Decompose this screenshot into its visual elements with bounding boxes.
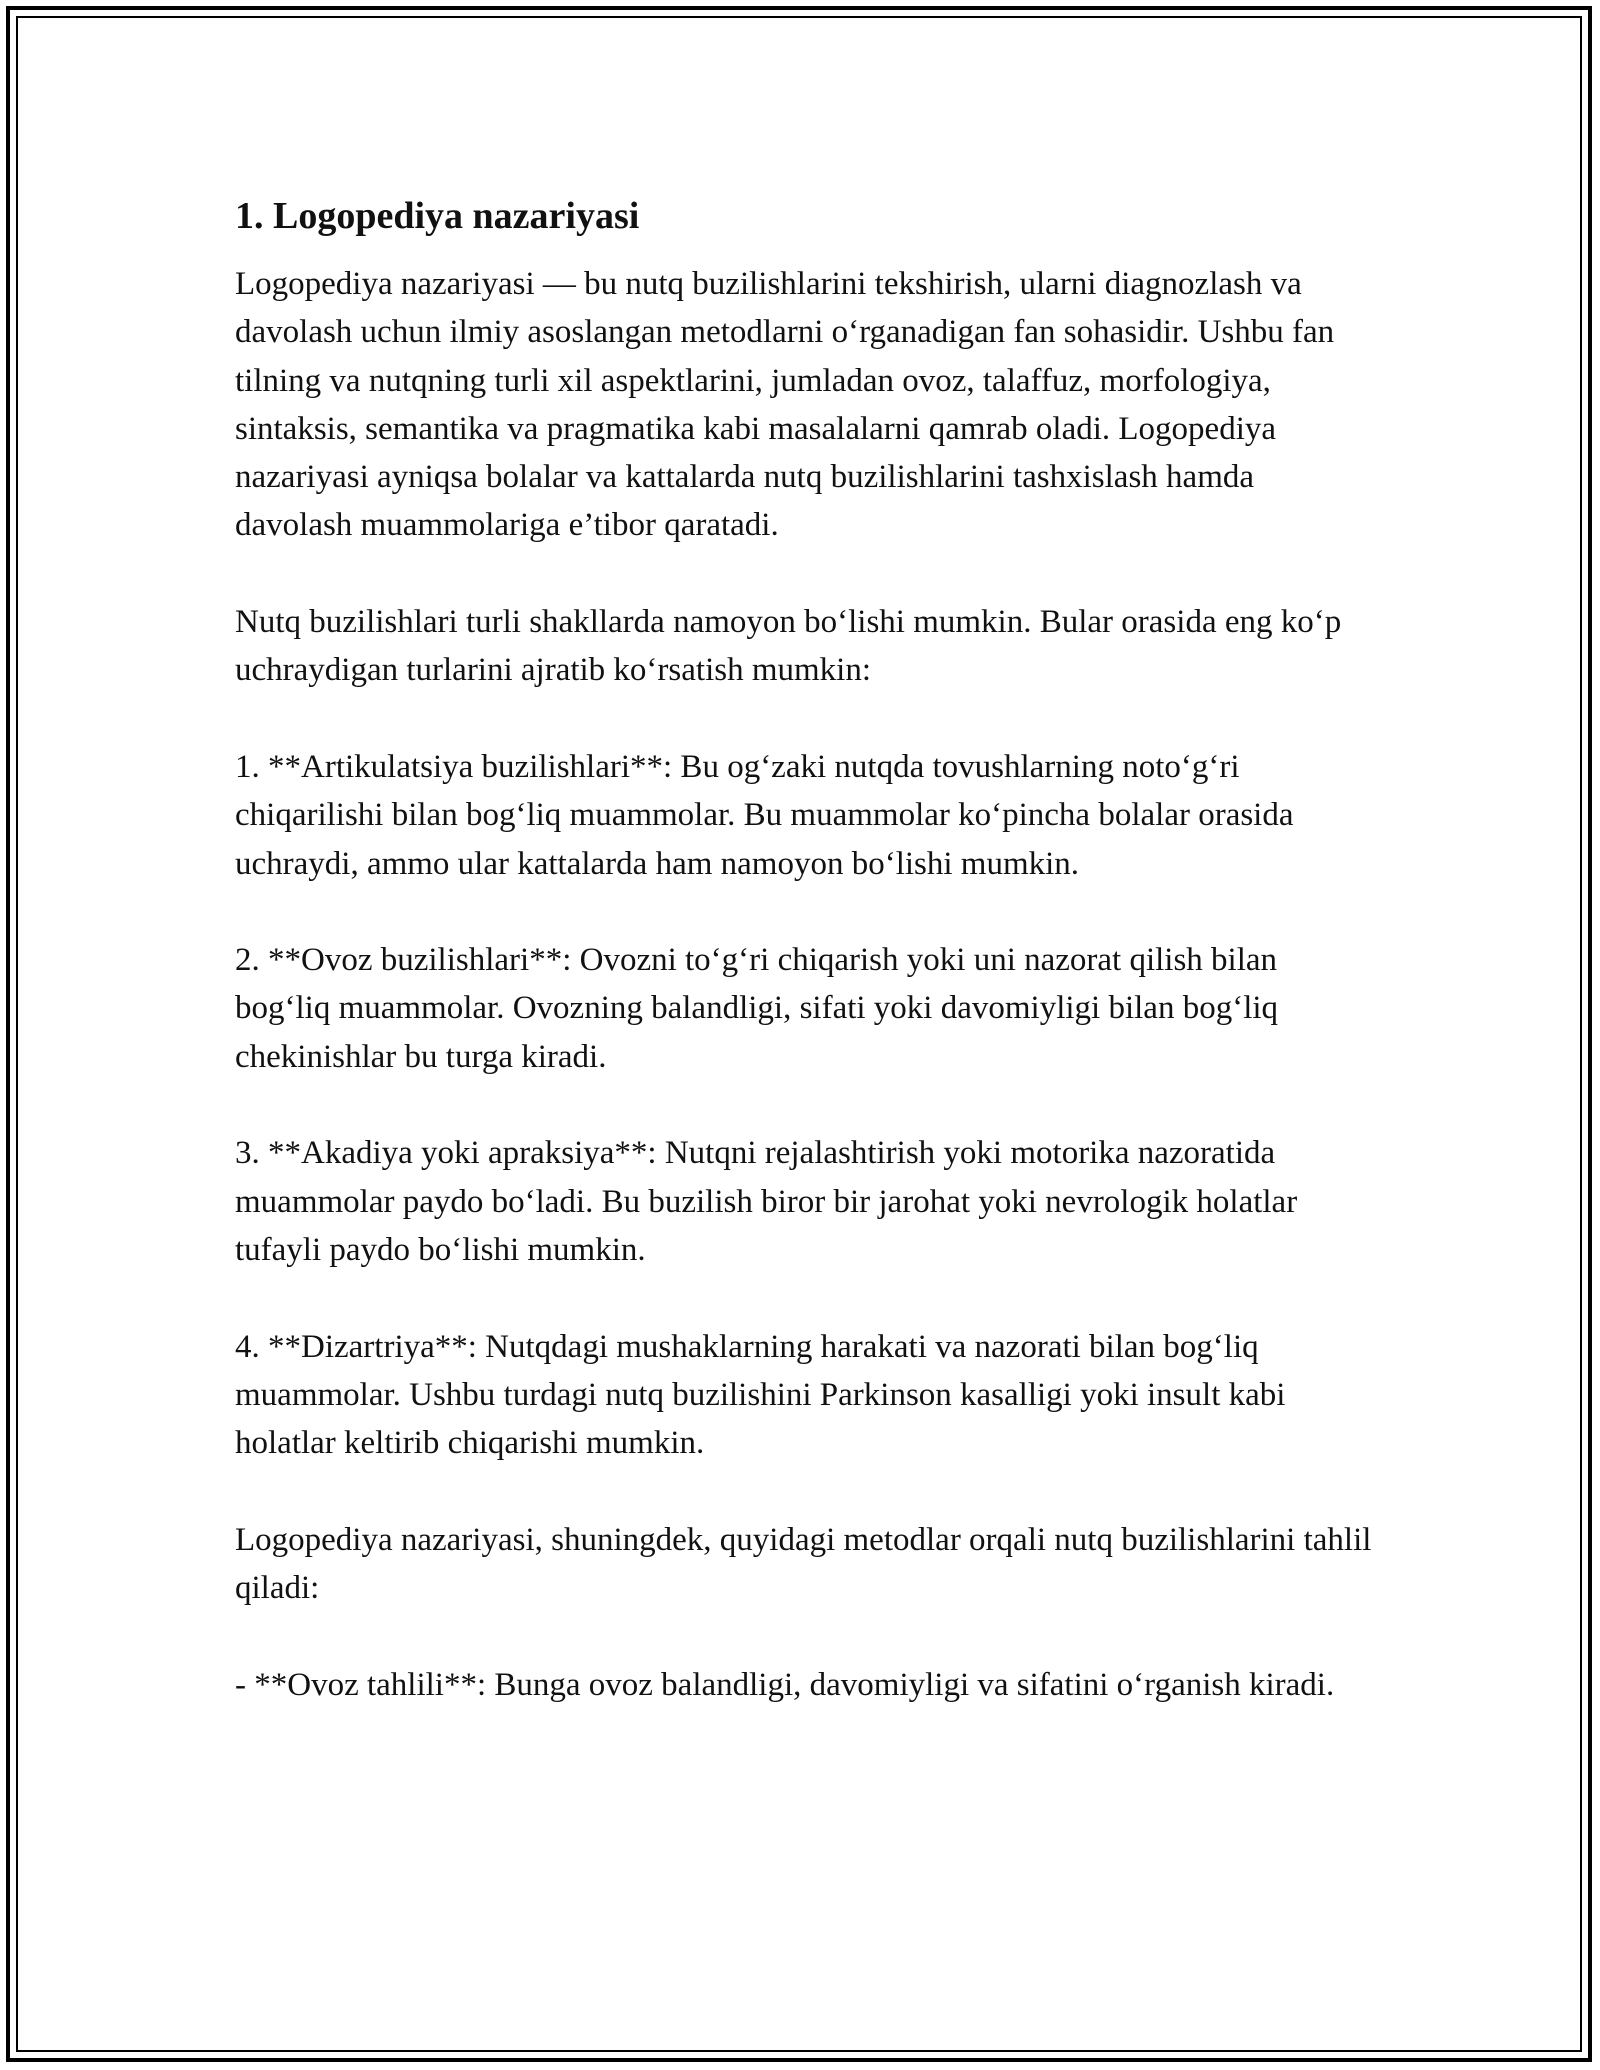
paragraph-intro: Logopediya nazariyasi — bu nutq buzilishlarini tekshirish, ularni diagnozlash va davolash uchun ilmiy asoslangan metodlarni oʻrganadigan fan sohasidir. Ushbu fan tilning va nutqning turli xil aspektlarini, jumladan ovoz, talaffuz, morfologiya, sintaksis, semantika va pragmatika kabi masalalarni qamrab oladi. Logopediya nazariyasi ayniqsa bolalar va kattalarda nutq buzilishlarini tashxislash hamda davolash muammolariga e’tibor qaratadi. bbox=[235, 266, 1335, 544]
list-item-articulation: 1. **Artikulatsiya buzilishlari**: Bu ogʻzaki nutqda tovushlarning notoʻgʻri chiqarilishi bilan bogʻliq muammolar. Bu muammolar koʻpincha bolalar orasida uchraydi, ammo ular kattalarda ham namoyon boʻlishi mumkin. bbox=[235, 748, 1294, 882]
paragraph-methods-intro: Logopediya nazariyasi, shuningdek, quyidagi metodlar orqali nutq buzilishlarini tahlil qiladi: bbox=[235, 1521, 1372, 1607]
list-item-dysarthria: 4. **Dizartriya**: Nutqdagi mushaklarning harakati va nazorati bilan bogʻliq muammolar. Ushbu turdagi nutq buzilishini Parkinson kasalligi yoki insult kabi holatlar keltirib chiqarishi mumkin. bbox=[235, 1328, 1286, 1462]
section-heading: 1. Logopediya nazariyasi bbox=[235, 195, 640, 237]
list-item-voice-analysis: - **Ovoz tahlili**: Bunga ovoz balandligi, davomiyligi va sifatini oʻrganish kiradi. bbox=[235, 1666, 1335, 1703]
paragraph-types-intro: Nutq buzilishlari turli shakllarda namoyon boʻlishi mumkin. Bular orasida eng koʻp uchraydigan turlarini ajratib koʻrsatish mumkin: bbox=[235, 604, 1342, 689]
document-body bbox=[235, 186, 1375, 1709]
list-item-apraxia: 3. **Akadiya yoki apraksiya**: Nutqni rejalashtirish yoki motorika nazoratida muammolar paydo boʻladi. Bu buzilish biror bir jarohat yoki nevrologik holatlar tufayli paydo boʻlishi mumkin. bbox=[235, 1135, 1298, 1268]
list-item-voice: 2. **Ovoz buzilishlari**: Ovozni toʻgʻri chiqarish yoki uni nazorat qilish bilan bogʻliq muammolar. Ovozning balandligi, sifati yoki davomiyligi bilan bogʻliq chekinishlar bu turga kiradi. bbox=[235, 942, 1279, 1075]
